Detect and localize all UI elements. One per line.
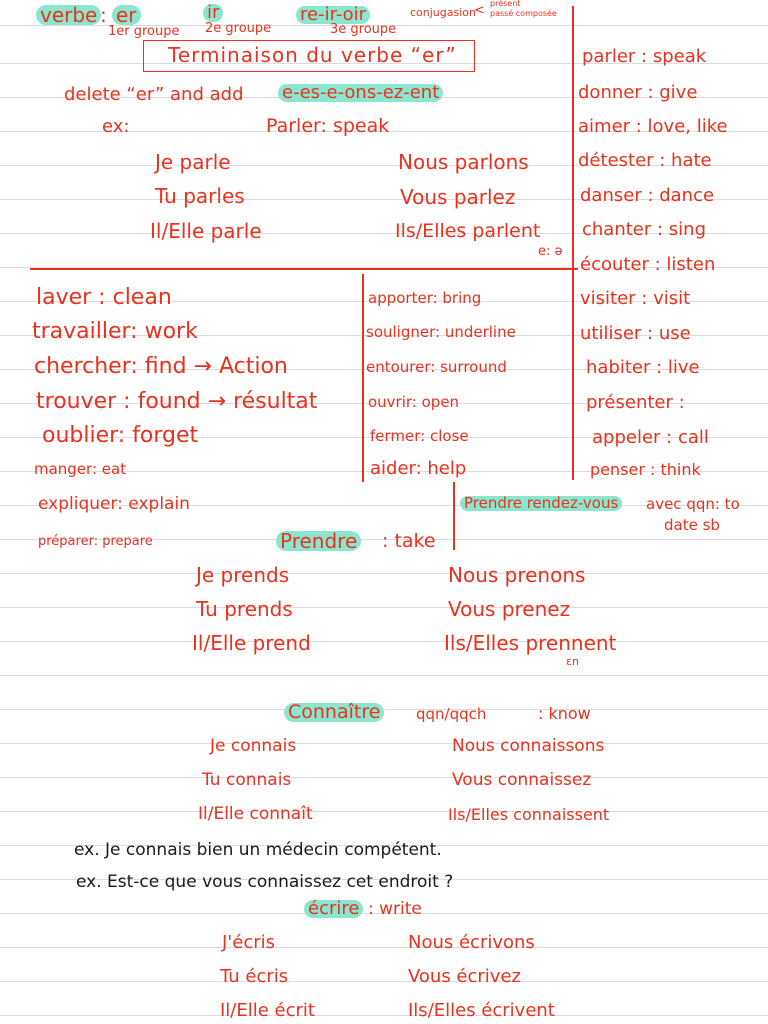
- vocab-item: présenter :: [586, 392, 685, 413]
- connaitre-obj: qqn/qqch: [416, 705, 487, 723]
- vocab-item: préparer: prepare: [38, 534, 153, 549]
- rdv-suffix-2: date sb: [664, 516, 720, 534]
- vocab-item: expliquer: explain: [38, 494, 190, 514]
- vocab-item: aider: help: [370, 458, 467, 479]
- rdv-label: Prendre rendez-vous: [460, 496, 622, 511]
- vocab-item: détester : hate: [578, 150, 712, 171]
- er-label: er: [112, 5, 141, 25]
- rdv-suffix: avec qqn: to: [646, 495, 740, 513]
- connaitre-example-1: ex. Je connais bien un médecin compétent.: [74, 840, 442, 860]
- parler-il: Il/Elle parle: [150, 219, 262, 243]
- connaitre-nous: Nous connaissons: [452, 736, 605, 756]
- connaitre-ils: Ils/Elles connaissent: [448, 805, 610, 824]
- ecrire-vous: Vous écrivez: [408, 966, 521, 987]
- ecrire-tu: Tu écris: [220, 966, 289, 987]
- connaitre-je: Je connais: [210, 736, 297, 756]
- vocab-item: penser : think: [590, 460, 701, 479]
- parler-je: Je parle: [155, 150, 231, 174]
- parler-ils: Ils/Elles parlent: [395, 220, 541, 242]
- example-verb: Parler: speak: [266, 115, 390, 137]
- prendre-je: Je prends: [196, 563, 290, 587]
- vertical-divider-rdv: [453, 482, 455, 550]
- conjugaison-label: conjugasion: [410, 6, 476, 19]
- rule-text: delete “er” and add: [64, 84, 244, 105]
- pronunciation-note: e: ə: [538, 244, 563, 259]
- vocab-item: manger: eat: [34, 460, 127, 478]
- page-title: Terminaison du verbe “er”: [168, 43, 457, 67]
- connaitre-il: Il/Elle connaît: [198, 804, 313, 824]
- example-label: ex:: [102, 116, 130, 137]
- present-label: présent: [490, 0, 521, 8]
- vocab-item: parler : speak: [582, 46, 707, 67]
- prendre-il: Il/Elle prend: [192, 631, 311, 655]
- vocab-item: chanter : sing: [582, 219, 706, 240]
- vocab-item: aimer : love, like: [578, 116, 728, 137]
- vocab-item: souligner: underline: [366, 323, 516, 341]
- ecrire-meaning: : write: [368, 899, 422, 919]
- passe-label: passé composée: [490, 9, 557, 18]
- prendre-nous: Nous prenons: [448, 563, 586, 587]
- prendre-verb: Prendre: [276, 531, 361, 551]
- vocab-item: fermer: close: [370, 427, 469, 445]
- connaitre-vous: Vous connaissez: [452, 770, 592, 790]
- vocab-item: utiliser : use: [580, 323, 691, 344]
- ecrire-nous: Nous écrivons: [408, 932, 535, 953]
- ecrire-ils: Ils/Elles écrivent: [408, 1000, 555, 1021]
- vocab-item: donner : give: [578, 82, 698, 103]
- vocab-item: oublier: forget: [42, 423, 199, 448]
- vertical-divider-right: [572, 6, 574, 480]
- ecrire-je: J'écris: [222, 932, 276, 953]
- prendre-tu: Tu prends: [196, 597, 293, 621]
- connaitre-verb: Connaître: [284, 703, 384, 722]
- ecrire-il: Il/Elle écrit: [220, 1000, 315, 1021]
- verbe-label: verbe: [36, 5, 101, 25]
- vocab-item: entourer: surround: [366, 358, 507, 376]
- prendre-vous: Vous prenez: [448, 597, 571, 621]
- vocab-item: trouver : found → résultat: [36, 389, 318, 414]
- vocab-item: laver : clean: [36, 285, 172, 310]
- connaitre-tu: Tu connais: [202, 770, 292, 790]
- prendre-ils: Ils/Elles prennent: [444, 631, 617, 655]
- re-group: 3e groupe: [330, 22, 397, 37]
- ir-label: ir: [203, 4, 223, 22]
- ecrire-verb: écrire: [304, 900, 363, 918]
- vocab-item: danser : dance: [580, 185, 715, 206]
- er-group: 1er groupe: [108, 24, 180, 39]
- prendre-meaning: : take: [382, 530, 436, 552]
- vocab-item: chercher: find → Action: [34, 354, 288, 379]
- vocab-item: visiter : visit: [580, 288, 691, 309]
- vocab-item: habiter : live: [586, 357, 700, 378]
- ir-group: 2e groupe: [205, 21, 272, 36]
- parler-tu: Tu parles: [155, 184, 245, 208]
- vertical-divider-mid: [362, 274, 364, 482]
- vocab-item: apporter: bring: [368, 289, 482, 307]
- colon: :: [100, 3, 107, 27]
- vocab-item: écouter : listen: [580, 254, 716, 275]
- endings: e-es-e-ons-ez-ent: [278, 84, 443, 102]
- brace: <: [474, 3, 485, 18]
- parler-nous: Nous parlons: [398, 150, 529, 174]
- vocab-item: travailler: work: [32, 319, 198, 344]
- parler-vous: Vous parlez: [400, 185, 516, 209]
- connaitre-example-2: ex. Est-ce que vous connaissez cet endroit ?: [76, 872, 454, 892]
- re-label: re-ir-oir: [296, 6, 370, 24]
- vocab-item: ouvrir: open: [368, 393, 460, 411]
- prendre-note: ɛn: [566, 655, 579, 668]
- connaitre-meaning: : know: [538, 704, 591, 723]
- vocab-item: appeler : call: [592, 427, 709, 448]
- horizontal-divider: [30, 268, 578, 270]
